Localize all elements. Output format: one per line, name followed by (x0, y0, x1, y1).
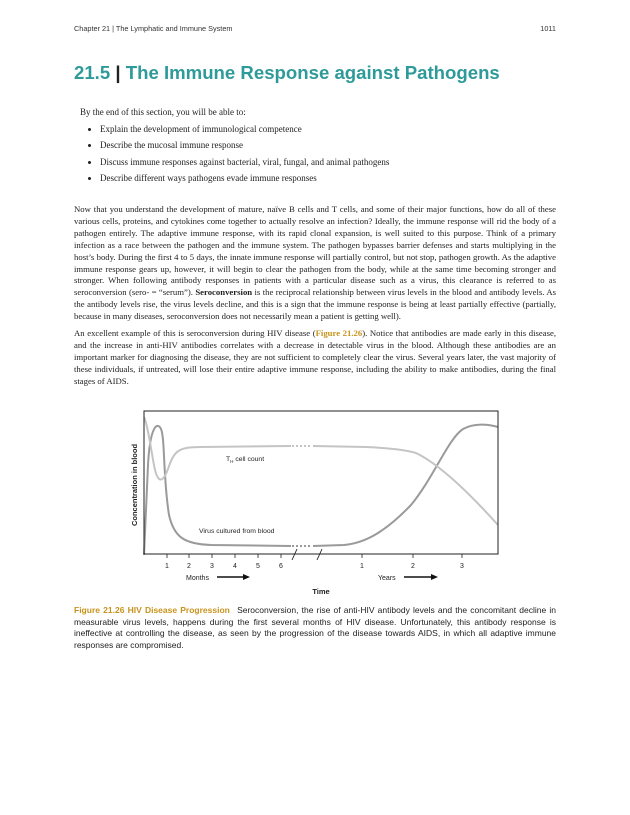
months-arrow-head (243, 574, 250, 580)
th-cell-label: $T_H$ cell count (226, 456, 265, 464)
objective-item: • Describe different ways pathogens evade immune responses (100, 172, 550, 184)
paragraph-seroconversion (74, 204, 556, 323)
key-term-seroconversion: Seroconversion (195, 287, 253, 298)
virus-label: Virus cultured from blood (199, 528, 275, 535)
hiv-progression-figure (126, 405, 506, 600)
months-label: Months (186, 575, 209, 582)
x-axis-label: Time (312, 587, 330, 596)
objective-item: • Describe the mucosal immune response (100, 139, 550, 151)
th-cell-curve (144, 417, 291, 480)
hiv-graph (126, 405, 506, 600)
section-number: 21.5 (74, 62, 111, 83)
title-separator: | (115, 62, 121, 83)
year-tick-label: 1 (360, 563, 364, 570)
month-tick-label: 6 (279, 563, 283, 570)
objective-item: • Explain the development of immunological competence (100, 123, 550, 135)
objectives-intro: By the end of this section, you will be able to: (80, 107, 246, 117)
figure-caption (74, 605, 556, 651)
objectives-list (80, 123, 550, 184)
paragraph-hiv-example (74, 328, 556, 388)
month-tick-label: 5 (256, 563, 260, 570)
virus-curve (313, 425, 498, 546)
y-axis-label: Concentration in blood (130, 443, 139, 527)
year-tick-label: 3 (460, 563, 464, 570)
th-cell-curve (313, 446, 498, 525)
paragraph-text: Now that you understand the development of mature, naïve B cells and T cells, and some of their major functions, how do all of these various cells, proteins, and cytokines come together to actually resolve an infection? Ideally, the immune response will rid the body of a pathogen entirely. The adaptive immune response, with its rapid clonal expansion, is well suited to this purpose. Think of a primary infection as a race between the pathogen and the immune system. The pathogen bypasses barrier defenses and starts multiplying in the host’s body. During the first 4 to 5 days, the innate immune response will partially control, but not stop, pathogen growth. As the adaptive immune response gears up, however, it will begin to clear the pathogen from the body, while at the same time becoming stronger and stronger. When following antibody responses in patients with a particular disease such as a virus, this clearance is referred to as seroconversion (sero- = “serum”). (74, 204, 556, 298)
paragraph-text: ). Notice that antibodies are made early in this disease, and the increase in anti-HIV antibodies correlates with a decrease in detectable virus in the blood. Although these antibodies are an important marker for diagnosing the disease, they are not sufficient to completely clear the virus. Several years later, the vast majority of these individuals, if untreated, will lose their entire adaptive immune response, including the ability to make antibodies, during the final stages of AIDS. (74, 328, 556, 386)
years-arrow-head (431, 574, 438, 580)
plot-frame (144, 411, 498, 554)
body-text (74, 204, 556, 393)
month-tick-label: 1 (165, 563, 169, 570)
month-tick-label: 2 (187, 563, 191, 570)
x-axis-ticks (167, 554, 462, 558)
objective-item: • Discuss immune responses against bacterial, viral, fungal, and animal pathogens (100, 156, 550, 168)
month-tick-label: 4 (233, 563, 237, 570)
section-title (74, 62, 500, 84)
learning-objectives (80, 106, 550, 189)
caption-label: Figure 21.26 HIV Disease Progression (74, 605, 230, 615)
paragraph-text: is the reciprocal relationship between virus levels in the blood and antibody levels. As the antibody levels rise, the virus levels decline, and this is a sign that the immune response is being at least partially effective (partially, because in many diseases, seroconversion does not necessarily mean a patient is getting well). (74, 287, 557, 322)
page-number: 1011 (540, 24, 556, 33)
figure-link[interactable]: Figure 21.26 (315, 328, 363, 339)
caption-text: Seroconversion, the rise of anti-HIV antibody levels and the concomitant decline in measurable virus levels, happens during the first several months of HIV disease. Unfortunately, this antibody response is ineffective at controlling the disease, as seen by the progression of the disease towards AIDS, in which all adaptive immune responses are compromised. (74, 605, 557, 650)
year-tick-label: 2 (411, 563, 415, 570)
running-header-chapter: Chapter 21 | The Lymphatic and Immune System (74, 24, 233, 33)
month-tick-label: 3 (210, 563, 214, 570)
years-label: Years (378, 575, 396, 582)
paragraph-text: An excellent example of this is seroconversion during HIV disease ( (74, 328, 316, 339)
section-title-text: The Immune Response against Pathogens (125, 62, 500, 83)
